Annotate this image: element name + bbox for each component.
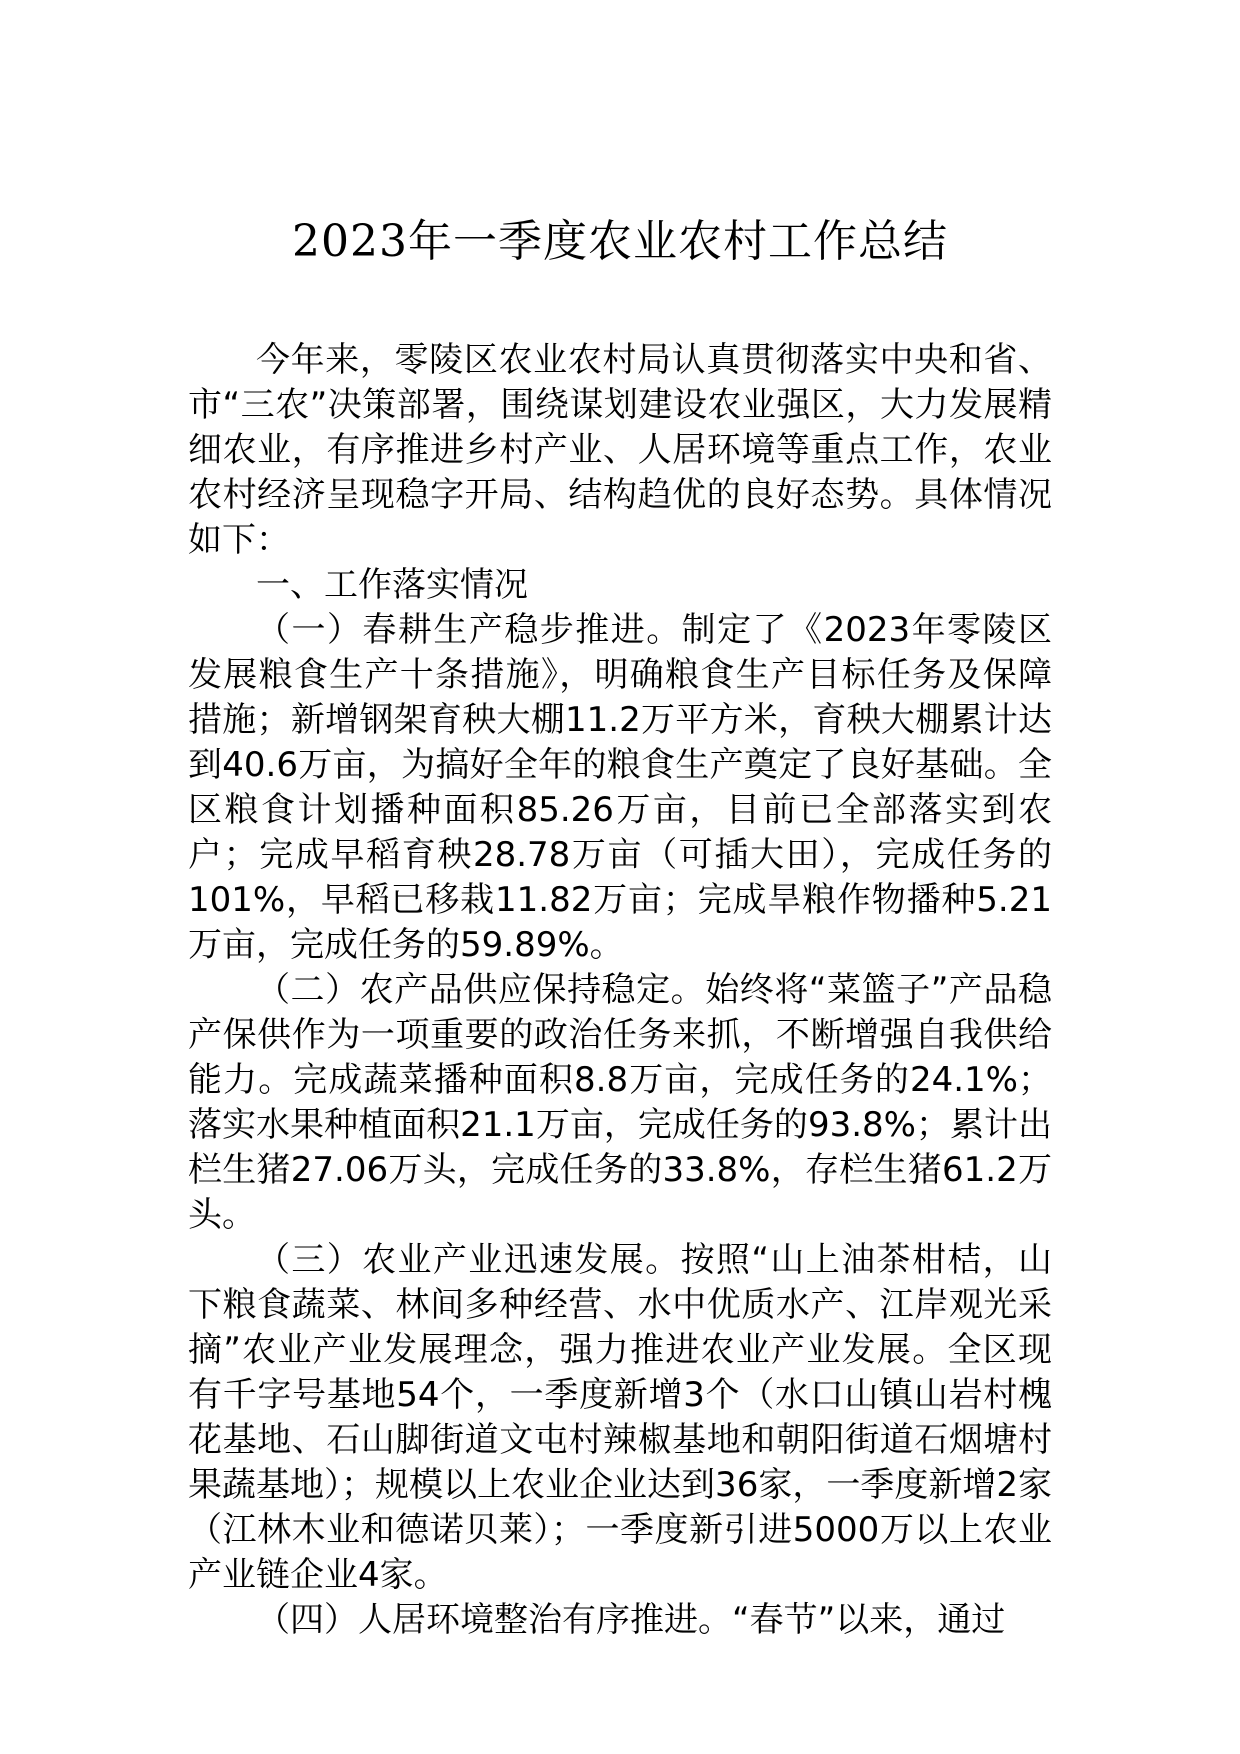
paragraph-produce-supply: （二）农产品供应保持稳定。始终将“菜篮子”产品稳产保供作为一项重要的政治任务来抓，不断增强自我供给能力。完成蔬菜播种面积8.8万亩，完成任务的24.1%；落实水果种植面积21.1万亩，完成任务的93.8%；累计出栏生猪27.06万头，完成任务的33.8%，存栏生猪61.2万头。 — [188, 970, 1052, 1235]
document-title: 2023年一季度农业农村工作总结 — [292, 216, 948, 267]
paragraph-living-environment: （四）人居环境整治有序推进。“春节”以来，通过 — [256, 1600, 1006, 1640]
intro-paragraph: 今年来，零陵区农业农村局认真贯彻落实中央和省、市“三农”决策部署，围绕谋划建设农业强区，大力发展精细农业，有序推进乡村产业、人居环境等重点工作，农业农村经济呈现稳字开局、结构趋优的良好态势。具体情况如下： — [188, 340, 1052, 560]
section-heading: 一、工作落实情况 — [256, 565, 528, 605]
paragraph-industry-development: （三）农业产业迅速发展。按照“山上油茶柑桔，山下粮食蔬菜、林间多种经营、水中优质水产、江岸观光采摘”农业产业发展理念，强力推进农业产业发展。全区现有千字号基地54个，一季度新增3个（水口山镇山岩村槐花基地、石山脚街道文屯村辣椒基地和朝阳街道石烟塘村果蔬基地）；规模以上农业企业达到36家，一季度新增2家（江林木业和德诺贝莱）；一季度新引进5000万以上农业产业链企业4家。 — [188, 1240, 1052, 1595]
document-body — [188, 338, 1052, 1643]
paragraph-spring-farming: （一）春耕生产稳步推进。制定了《2023年零陵区发展粮食生产十条措施》，明确粮食生产目标任务及保障措施；新增钢架育秧大棚11.2万平方米，育秧大棚累计达到40.6万亩，为搞好全年的粮食生产奠定了良好基础。全区粮食计划播种面积85.26万亩，目前已全部落实到农户；完成早稻育秧28.78万亩（可插大田），完成任务的101%，早稻已移栽11.82万亩；完成旱粮作物播种5.21万亩，完成任务的59.89%。 — [188, 610, 1052, 965]
